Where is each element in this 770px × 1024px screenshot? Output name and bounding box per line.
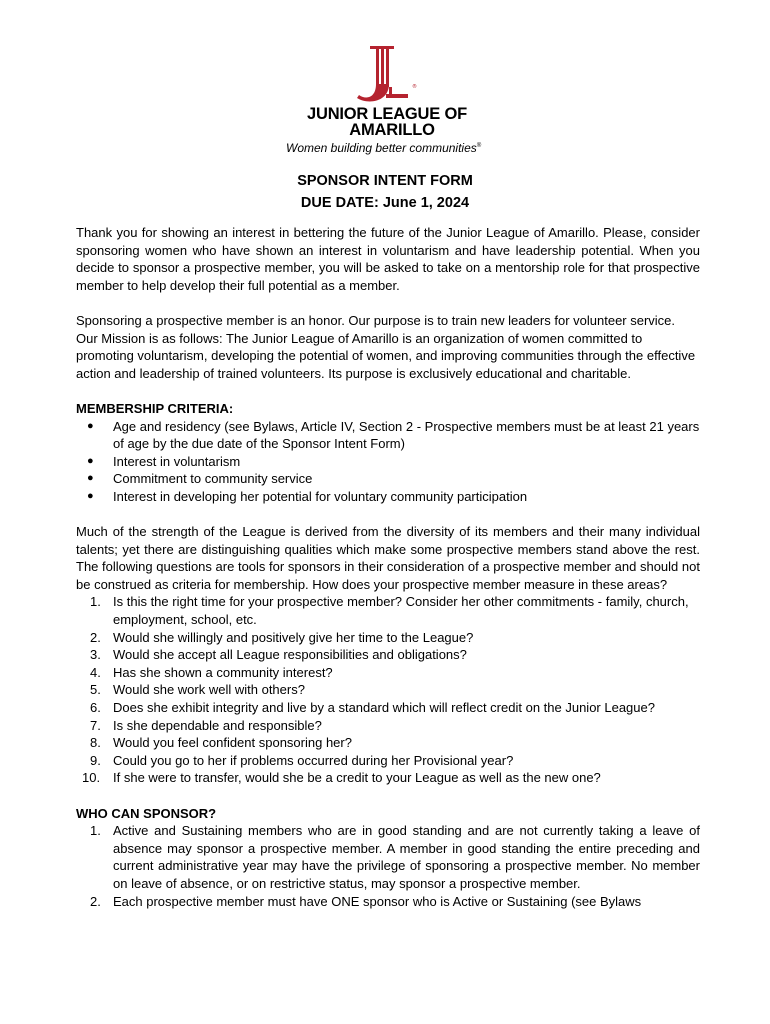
bullet-icon: ● (87, 454, 94, 467)
list-number: 8. (90, 735, 101, 751)
list-item (76, 593, 700, 628)
list-item-text: Could you go to her if problems occurred during her Provisional year? (113, 752, 514, 768)
list-number: 2. (90, 893, 101, 909)
logo-tagline-text: Women building better communities (286, 141, 477, 155)
logo-tagline (286, 139, 496, 155)
who-can-sponsor-list (76, 822, 700, 910)
logo-tagline-mark: ® (476, 143, 482, 149)
mission-paragraph: Sponsoring a prospective member is an honor. Our purpose is to train new leaders for volunteer service. Our Mission is as follows: The Junior League of Amarillo is an organization of women committed to promoting voluntarism, developing the potential of women, and improving communities through the effective action and leadership of trained volunteers. Its purpose is exclusively educational and charitable. (76, 312, 696, 381)
registered-mark: ® (412, 84, 417, 90)
questions-list (76, 593, 700, 787)
strength-paragraph: Much of the strength of the League is derived from the diversity of its members and their many individual talents; yet there are distinguishing qualities which make some prospective members stand above the rest. The following questions are tools for sponsors in their consideration of a prospective member and should not be construed as criteria for membership. How does your prospective member measure in these areas? (76, 524, 700, 592)
list-item-text: Commitment to community service (113, 471, 313, 487)
who-can-sponsor-heading: WHO CAN SPONSOR? (76, 805, 217, 821)
list-item (76, 717, 700, 735)
list-item (76, 418, 700, 453)
list-item-text: Does she exhibit integrity and live by a standard which will reflect credit on the Junior League? (113, 700, 655, 716)
list-item-text: Would she accept all League responsibilities and obligations? (113, 647, 467, 663)
list-item (76, 681, 700, 699)
intro-paragraph: Thank you for showing an interest in bettering the future of the Junior League of Amarillo. Please, consider sponsoring women who have shown an interest in voluntarism and have leadership potential. When you decide to sponsor a prospective member, you will be asked to take on a mentorship role for that prospective member to help develop their full potential as a member. (76, 225, 700, 293)
list-item (76, 752, 700, 770)
bullet-icon: ● (87, 419, 94, 432)
list-item-text: Each prospective member must have ONE sponsor who is Active or Sustaining (see Bylaws (113, 893, 642, 909)
list-item-text: Would you feel confident sponsoring her? (113, 735, 352, 751)
list-number: 10. (82, 770, 101, 786)
logo-name-line1: JUNIOR LEAGUE OF (307, 105, 467, 123)
list-number: 7. (90, 717, 101, 733)
list-item (76, 893, 700, 911)
list-item-text: Interest in voluntarism (113, 453, 241, 469)
list-item (76, 734, 700, 752)
form-title: SPONSOR INTENT FORM (297, 173, 473, 189)
list-item (76, 629, 700, 647)
list-number: 1. (90, 594, 101, 610)
criteria-heading: MEMBERSHIP CRITERIA: (76, 400, 234, 416)
list-item-text: Interest in developing her potential for voluntary community participation (113, 488, 528, 504)
list-item (76, 488, 700, 506)
jl-monogram-shape (357, 46, 408, 101)
list-item-text: If she were to transfer, would she be a credit to your League as well as the new one? (113, 770, 601, 786)
list-number: 4. (90, 664, 101, 680)
list-item (76, 646, 700, 664)
list-item-text: Is she dependable and responsible? (113, 717, 322, 733)
list-item-text: Has she shown a community interest? (113, 664, 333, 680)
jl-monogram-icon (342, 44, 422, 104)
list-item-text: Is this the right time for your prospective member? Consider her other commitments - family, church, employment, school, etc. (113, 594, 689, 628)
criteria-list (76, 418, 700, 506)
list-item (76, 453, 700, 471)
junior-league-logo (282, 44, 492, 156)
list-item (76, 822, 700, 892)
list-item-text: Age and residency (see Bylaws, Article IV, Section 2 - Prospective members must be at least 21 years of age by the due date of the Sponsor Intent Form) (113, 418, 700, 452)
list-number: 1. (90, 823, 101, 839)
list-number: 3. (90, 647, 101, 663)
list-item-text: Would she willingly and positively give her time to the League? (113, 629, 474, 645)
list-item-text: Active and Sustaining members who are in good standing and are not currently taking a leave of absence may sponsor a prospective member. A member in good standing the entire preceding and current administrative year may have the privilege of sponsoring a prospective member. No member on leave of absence, or on restrictive status, may sponsor a prospective member. (113, 823, 700, 891)
bullet-icon: ● (87, 472, 94, 485)
document-body (76, 224, 700, 910)
list-item (76, 699, 700, 717)
list-number: 5. (90, 682, 101, 698)
list-number: 2. (90, 629, 101, 645)
list-number: 6. (90, 700, 101, 716)
due-date: DUE DATE: June 1, 2024 (300, 195, 470, 211)
list-number: 9. (90, 752, 101, 768)
list-item-text: Would she work well with others? (113, 682, 305, 698)
logo-name-line2: AMARILLO (349, 121, 435, 139)
list-item (76, 664, 700, 682)
list-item (76, 769, 700, 787)
list-item (76, 470, 700, 488)
bullet-icon: ● (87, 489, 94, 502)
